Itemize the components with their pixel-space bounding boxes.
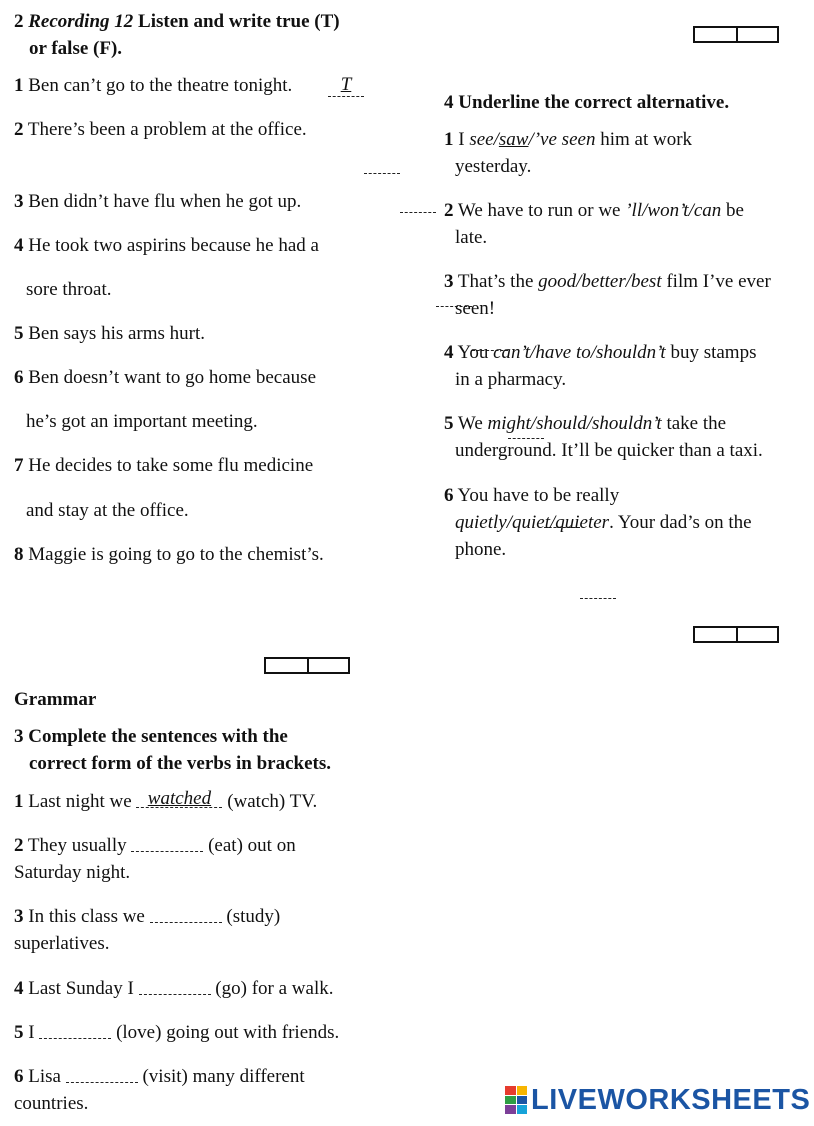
item-text-before: I — [28, 1022, 35, 1043]
tf-answer-input[interactable] — [580, 574, 616, 600]
logo-text: LIVEWORKSHEETS — [531, 1083, 811, 1116]
alternative-option[interactable]: see — [469, 129, 494, 150]
item-text-after: (study) — [226, 906, 281, 927]
alternative-option[interactable]: might/should/shouldn’t — [487, 413, 662, 434]
item-number: 1 — [444, 129, 454, 150]
item-text-line2 — [455, 366, 566, 393]
item-text-after: him at work — [595, 129, 693, 150]
item-text-line2-content: . Your dad’s on the — [609, 512, 752, 533]
score-box-ex4 — [693, 626, 779, 643]
item-text: Ben can’t go to the theatre tonight. — [28, 75, 293, 96]
item-text-line2 — [455, 295, 495, 322]
verb-answer-field[interactable] — [131, 832, 203, 854]
verb-answer-field[interactable] — [39, 1019, 111, 1041]
alternative-option[interactable]: good/better/best — [538, 271, 662, 292]
alternative-option[interactable]: can’t/have to/shouldn’t — [493, 342, 666, 363]
verb-answer-field[interactable] — [66, 1063, 138, 1085]
item-text: Maggie is going to go to the chemist’s. — [28, 544, 324, 565]
alternative-option[interactable]: quietly/quiet/quieter — [455, 512, 610, 533]
item-number: 4 — [14, 978, 24, 999]
item-number: 4 — [14, 235, 24, 256]
item-number: 2 — [14, 119, 24, 140]
item-text-line2 — [455, 437, 763, 464]
item-text-line2: he’s got an important meeting. — [26, 411, 258, 432]
item-number: 3 — [14, 906, 24, 927]
ex4-item — [444, 197, 744, 224]
item-text-line2: countries. — [14, 1093, 89, 1114]
ex2-item — [14, 320, 205, 347]
item-number: 5 — [14, 1022, 24, 1043]
item-number: 4 — [444, 342, 454, 363]
ex2-item — [14, 72, 292, 99]
ex4-item — [444, 482, 619, 509]
alternative-option[interactable]: / — [528, 129, 534, 150]
verb-answer-input[interactable] — [150, 903, 222, 925]
item-text-before: Last Sunday I — [28, 978, 134, 999]
item-text-line2 — [455, 153, 531, 180]
grammar-heading: Grammar — [14, 689, 97, 710]
verb-answer-input[interactable] — [136, 788, 222, 810]
ex3-title-line2: correct form of the verbs in brackets. — [29, 753, 331, 774]
tf-answer-field[interactable] — [364, 149, 400, 176]
item-number: 1 — [14, 791, 24, 812]
item-text-line2 — [455, 224, 487, 251]
ex3-item — [14, 832, 296, 859]
alternative-option[interactable]: saw — [498, 129, 529, 150]
logo-mark-icon — [505, 1086, 527, 1114]
item-text-before: I — [458, 129, 470, 150]
ex3-item — [14, 1019, 339, 1046]
score-box-ex3 — [264, 657, 350, 674]
ex2-title-line2: or false (F). — [29, 38, 123, 59]
ex3-item — [14, 1063, 305, 1090]
item-text: He took two aspirins because he had a — [28, 235, 319, 256]
ex3-item — [14, 975, 333, 1002]
item-text-before: That’s the — [457, 271, 539, 292]
item-text-before: We — [457, 413, 488, 434]
item-text-line2: Saturday night. — [14, 862, 131, 883]
score-box-ex2 — [693, 26, 779, 43]
ex4-item — [444, 339, 756, 366]
item-text-before: We have to run or we — [457, 200, 626, 221]
verb-answer-input[interactable] — [66, 1063, 138, 1085]
item-text-after: (visit) many different — [142, 1066, 305, 1087]
item-text-after: (love) going out with friends. — [116, 1022, 340, 1043]
item-text-line2: superlatives. — [14, 933, 110, 954]
item-text-before: They usually — [27, 835, 127, 856]
tf-answer-input[interactable] — [364, 149, 400, 175]
ex3-title: 3 Complete the sentences with the — [14, 726, 288, 747]
item-text-before: In this class we — [28, 906, 145, 927]
ex2-item — [14, 232, 319, 259]
liveworksheets-logo — [505, 1084, 810, 1116]
item-text-before: Lisa — [28, 1066, 61, 1087]
item-number: 3 — [14, 191, 24, 212]
ex4-item — [444, 410, 726, 437]
item-number: 7 — [14, 455, 24, 476]
alternative-option[interactable]: / — [493, 129, 499, 150]
item-number: 5 — [444, 413, 454, 434]
alternative-option[interactable]: ’ll/won’t/can — [625, 200, 722, 221]
item-number: 1 — [14, 75, 24, 96]
item-text: He decides to take some flu medicine — [28, 455, 314, 476]
item-text-line3: phone. — [455, 539, 507, 560]
item-number: 2 — [444, 200, 454, 221]
verb-answer-field[interactable] — [136, 788, 222, 810]
item-number: 3 — [444, 271, 454, 292]
ex4-item — [444, 126, 692, 153]
tf-answer-input[interactable] — [328, 72, 364, 98]
item-text-after: film I’ve ever — [661, 271, 771, 292]
item-text-after: be — [721, 200, 744, 221]
item-text-line2: and stay at the office. — [26, 500, 189, 521]
ex3-item — [14, 788, 317, 815]
verb-answer-input[interactable] — [39, 1019, 111, 1041]
item-number: 5 — [14, 323, 24, 344]
item-text-line2: sore throat. — [26, 279, 112, 300]
item-number: 8 — [14, 544, 24, 565]
ex4-item — [444, 268, 771, 295]
item-number: 6 — [14, 367, 24, 388]
item-text-line2-content: yesterday. — [455, 156, 532, 177]
item-text-after: (go) for a walk. — [215, 978, 334, 999]
ex2-item — [14, 188, 301, 215]
verb-answer-input[interactable] — [139, 975, 211, 997]
ex2-item — [14, 364, 316, 391]
tf-answer-field[interactable] — [400, 188, 436, 215]
item-text: There’s been a problem at the office. — [27, 119, 307, 140]
verb-answer-field[interactable] — [139, 975, 211, 997]
item-text-line2-content: underground. It’ll be quicker than a taxi. — [455, 440, 763, 461]
item-number: 6 — [14, 1066, 24, 1087]
item-text-after: take the — [661, 413, 727, 434]
item-text-line2-content: seen! — [455, 298, 496, 319]
alternative-option[interactable]: ’ve seen — [533, 129, 596, 150]
item-text-line2-content: late. — [455, 227, 488, 248]
ex2-item — [14, 116, 307, 143]
tf-answer-field[interactable] — [328, 72, 364, 99]
item-text: Ben didn’t have flu when he got up. — [28, 191, 302, 212]
item-text-after: (eat) out on — [208, 835, 296, 856]
item-text: Ben doesn’t want to go home because — [28, 367, 316, 388]
item-text-after: (watch) TV. — [227, 791, 318, 812]
ex2-item — [14, 541, 324, 568]
item-text-before: Last night we — [28, 791, 132, 812]
item-text-before: You have to be really — [457, 485, 620, 506]
item-text-line2 — [455, 509, 752, 536]
verb-answer-field[interactable] — [150, 903, 222, 925]
item-text-before: You — [457, 342, 494, 363]
item-number: 2 — [14, 835, 24, 856]
item-number: 6 — [444, 485, 454, 506]
verb-answer-input[interactable] — [131, 832, 203, 854]
ex2-title: 2 Recording 12 Listen and write true (T) — [14, 11, 340, 32]
ex2-item — [14, 452, 313, 479]
item-text-after: buy stamps — [665, 342, 757, 363]
tf-answer-field[interactable] — [580, 574, 616, 601]
tf-answer-input[interactable] — [400, 188, 436, 214]
ex4-title: 4 Underline the correct alternative. — [444, 92, 730, 113]
item-text-line2-content: in a pharmacy. — [455, 369, 567, 390]
item-text: Ben says his arms hurt. — [28, 323, 206, 344]
ex3-item — [14, 903, 280, 930]
